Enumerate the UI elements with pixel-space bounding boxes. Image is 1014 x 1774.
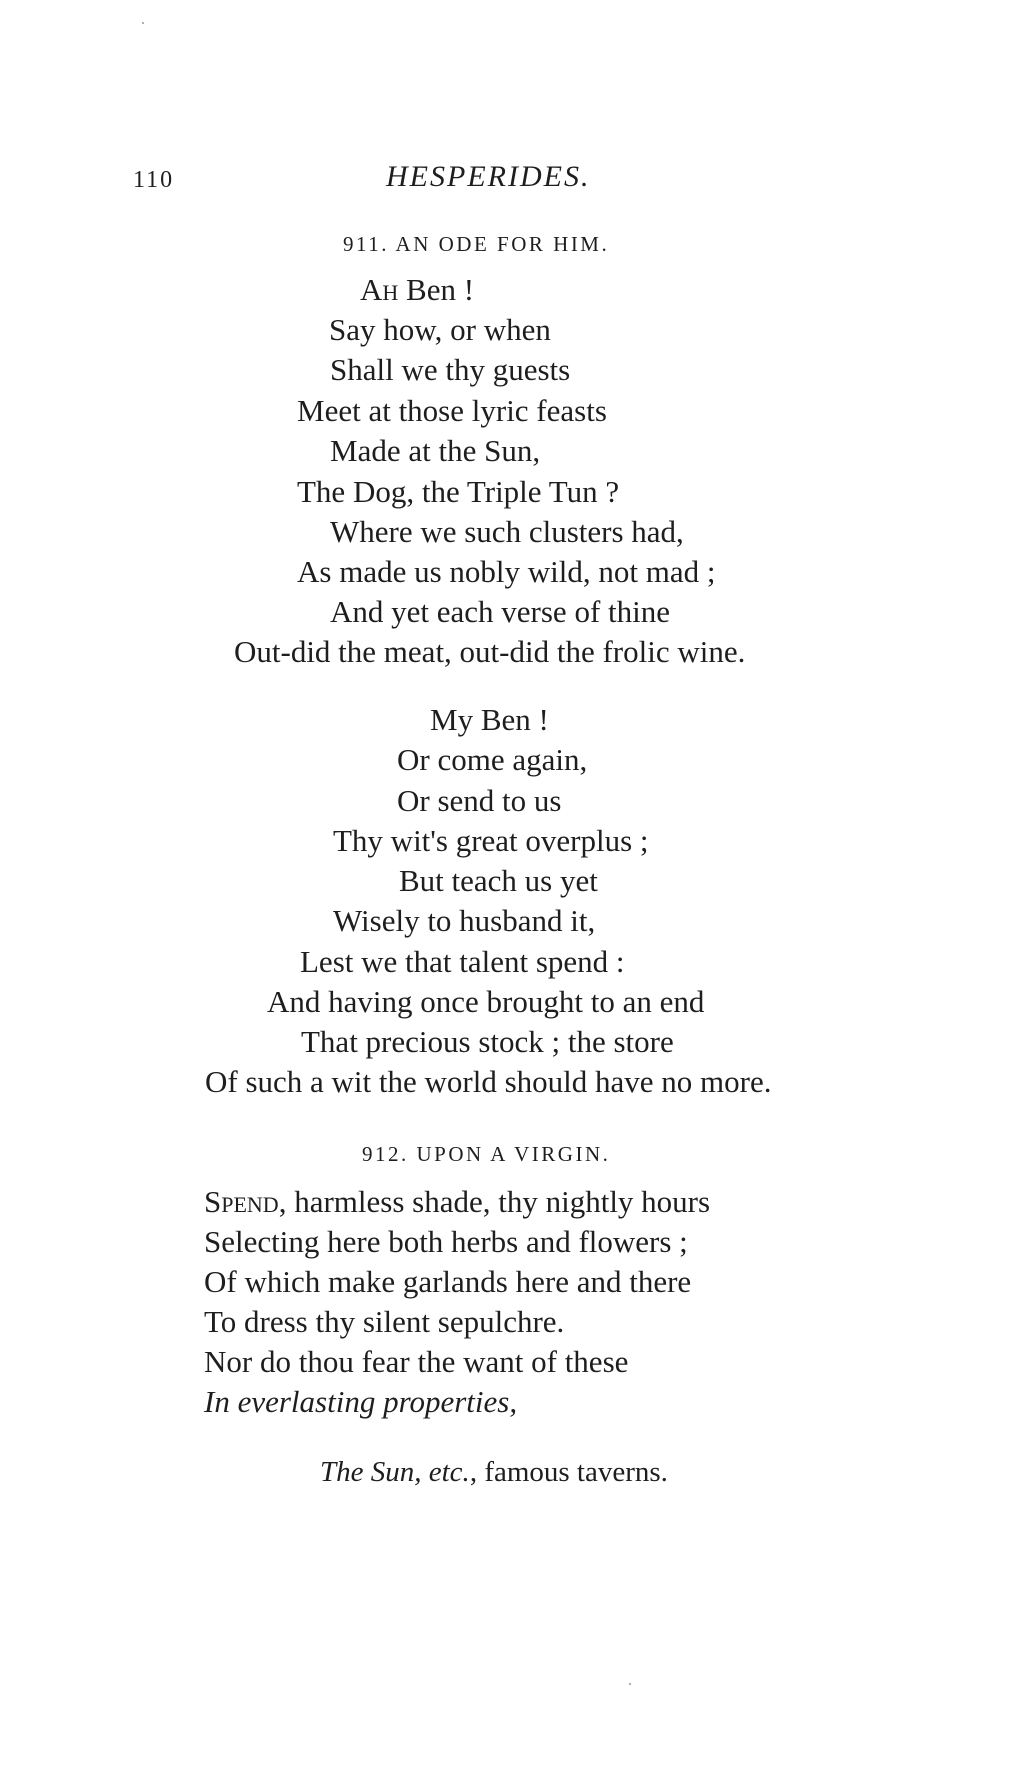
poem-line: Of such a wit the world should have no more. xyxy=(205,1064,772,1099)
poem-line: Say how, or when xyxy=(329,312,551,347)
poem-line: But teach us yet xyxy=(399,863,598,898)
poem-line-italic: In everlasting properties, xyxy=(204,1384,518,1419)
poem-line: Nor do thou fear the want of these xyxy=(204,1344,629,1379)
paper-speck xyxy=(142,22,144,24)
paper-speck xyxy=(629,1683,631,1685)
poem-line: Of which make garlands here and there xyxy=(204,1264,692,1299)
poem-line: Or send to us xyxy=(397,783,562,818)
poem-heading: 911. AN ODE FOR HIM. xyxy=(343,232,610,256)
poem-line: That precious stock ; the store xyxy=(301,1024,674,1059)
poem-line: Where we such clusters had, xyxy=(330,514,684,549)
poem-line: Meet at those lyric feasts xyxy=(297,393,607,428)
poem-line: My Ben ! xyxy=(430,702,549,737)
poem-line-text: Ben ! xyxy=(398,272,475,307)
poem-line: As made us nobly wild, not mad ; xyxy=(297,554,716,589)
poem-heading: 912. UPON A VIRGIN. xyxy=(362,1142,611,1166)
poem-line: Made at the Sun, xyxy=(330,433,541,468)
poem-line: Out-did the meat, out-did the frolic wine. xyxy=(234,634,746,669)
running-title: HESPERIDES. xyxy=(386,160,591,193)
poem-line: Thy wit's great overplus ; xyxy=(333,823,649,858)
poem-line: To dress thy silent sepulchre. xyxy=(204,1304,565,1339)
poem-line: The Dog, the Triple Tun ? xyxy=(297,474,620,509)
drop-word: Ah xyxy=(360,272,399,307)
drop-word: Spend xyxy=(204,1184,279,1219)
poem-line: Wisely to husband it, xyxy=(333,903,596,938)
poem-line: And having once brought to an end xyxy=(267,984,705,1019)
page-number: 110 xyxy=(133,167,175,193)
poem-line: Or come again, xyxy=(397,742,588,777)
poem-line: Shall we thy guests xyxy=(330,352,571,387)
footnote xyxy=(320,1454,668,1490)
poem-line: Lest we that talent spend : xyxy=(300,944,625,979)
poem-line xyxy=(204,1184,710,1220)
poem-line-text: , harmless shade, thy nightly hours xyxy=(278,1184,711,1219)
footnote-italic: The Sun, etc. xyxy=(320,1456,470,1488)
poem-line: And yet each verse of thine xyxy=(330,594,671,629)
footnote-text: , famous taverns. xyxy=(469,1456,668,1488)
poem-line: Selecting here both herbs and flowers ; xyxy=(204,1224,688,1259)
poem-line xyxy=(360,272,474,308)
